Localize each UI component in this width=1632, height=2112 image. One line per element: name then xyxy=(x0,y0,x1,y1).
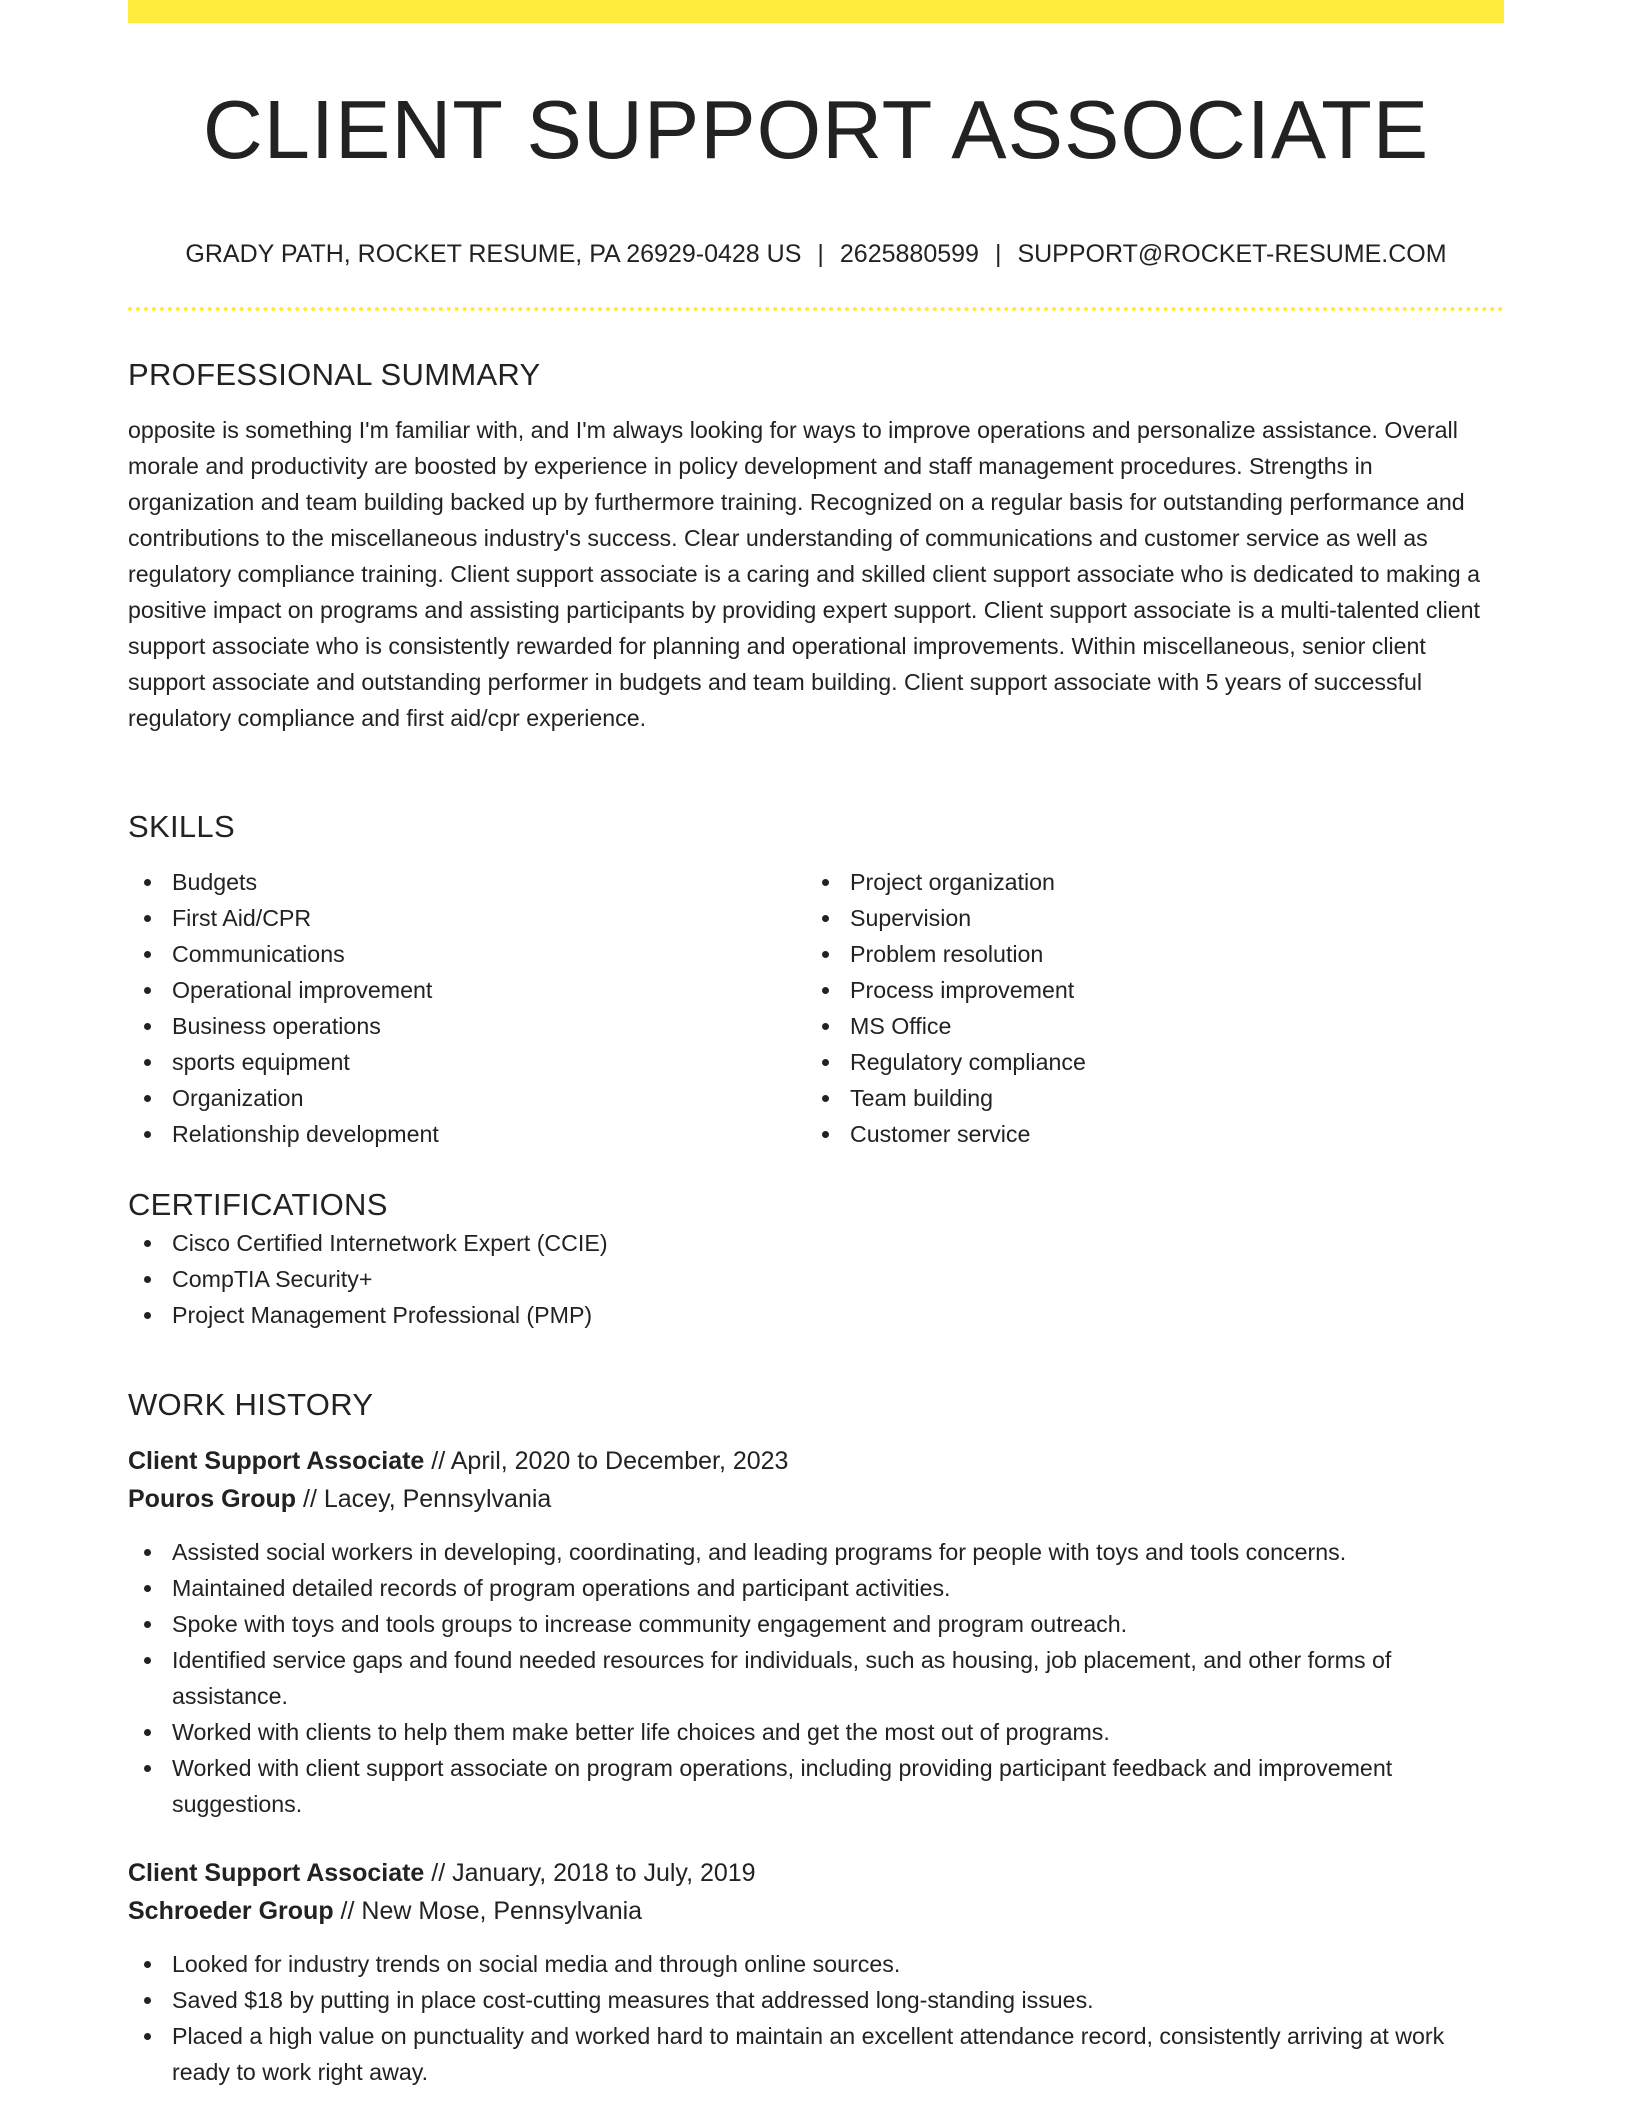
job-bullet: Assisted social workers in developing, coordinating, and leading programs for people with toys and tools concerns. xyxy=(128,1534,1504,1570)
job-company: Pouros Group xyxy=(128,1485,297,1513)
job-bullet: Looked for industry trends on social media and through online sources. xyxy=(128,1946,1504,1982)
skill-item: Customer service xyxy=(806,1116,1484,1152)
skill-item: Process improvement xyxy=(806,972,1484,1008)
certification-item: CompTIA Security+ xyxy=(128,1261,1504,1297)
job-role: Client Support Associate xyxy=(128,1859,425,1887)
skill-item: Supervision xyxy=(806,900,1484,936)
skill-item: Problem resolution xyxy=(806,936,1484,972)
job-role-line xyxy=(128,1854,1504,1892)
skill-item: sports equipment xyxy=(128,1044,806,1080)
job-separator: // xyxy=(424,1859,453,1887)
job-entry xyxy=(128,1854,1504,2090)
work-history-heading: WORK HISTORY xyxy=(128,1387,374,1422)
skills-list-right xyxy=(806,864,1484,1152)
job-company-line xyxy=(128,1480,1504,1518)
summary-section xyxy=(128,355,1504,736)
certifications-list xyxy=(128,1225,1504,1333)
accent-top-bar xyxy=(128,0,1504,23)
job-bullet: Saved $18 by putting in place cost-cutting measures that addressed long-standing issues. xyxy=(128,1982,1504,2018)
skill-item: Regulatory compliance xyxy=(806,1044,1484,1080)
job-bullet: Identified service gaps and found needed resources for individuals, such as housing, job placement, and other forms of assistance. xyxy=(128,1642,1504,1714)
skill-item: Communications xyxy=(128,936,806,972)
certifications-section xyxy=(128,1185,1504,1333)
job-bullet: Worked with clients to help them make better life choices and get the most out of programs. xyxy=(128,1714,1504,1750)
certifications-heading: CERTIFICATIONS xyxy=(128,1187,388,1222)
job-entry xyxy=(128,1442,1504,1822)
skill-item: Team building xyxy=(806,1080,1484,1116)
skill-item: MS Office xyxy=(806,1008,1484,1044)
job-dates: April, 2020 to December, 2023 xyxy=(450,1447,789,1475)
job-bullet: Placed a high value on punctuality and worked hard to maintain an excellent attendance record, consistently arriving at work ready to work right away. xyxy=(128,2018,1504,2090)
skill-item: Project organization xyxy=(806,864,1484,900)
job-bullets xyxy=(128,1946,1504,2090)
job-separator: // xyxy=(424,1447,451,1475)
contact-address: GRADY PATH, ROCKET RESUME, PA 26929-0428 US xyxy=(185,240,802,268)
job-location: Lacey, Pennsylvania xyxy=(323,1485,552,1513)
job-bullets xyxy=(128,1534,1504,1822)
summary-heading: PROFESSIONAL SUMMARY xyxy=(128,357,541,392)
skill-item: Relationship development xyxy=(128,1116,806,1152)
skills-list-left xyxy=(128,864,806,1152)
summary-text: opposite is something I'm familiar with, and I'm always looking for ways to improve operations and personalize assistance. Overall morale and productivity are boosted by experience in policy development and staff management procedures. Strengths in organization and team building backed up by furthermore training. Recognized on a regular basis for outstanding performance and contributions to the miscellaneous industry's success. Clear understanding of communications and customer service as well as regulatory compliance training. Client support associate is a caring and skilled client support associate who is dedicated to making a positive impact on programs and assisting participants by providing expert support. Client support associate is a multi-talented client support associate who is consistently rewarded for planning and operational improvements. Within miscellaneous, senior client support associate and outstanding performer in budgets and team building. Client support associate with 5 years of successful regulatory compliance and first aid/cpr experience. xyxy=(128,417,1481,731)
contact-phone: 2625880599 xyxy=(839,240,979,268)
job-separator: // xyxy=(296,1485,324,1513)
skill-item: Organization xyxy=(128,1080,806,1116)
certification-item: Project Management Professional (PMP) xyxy=(128,1297,1504,1333)
skills-grid xyxy=(128,864,1504,1152)
job-separator: // xyxy=(333,1897,362,1925)
dotted-divider xyxy=(128,307,1504,311)
job-bullet: Spoke with toys and tools groups to increase community engagement and program outreach. xyxy=(128,1606,1504,1642)
job-role-line xyxy=(128,1442,1504,1480)
contact-email: SUPPORT@ROCKET-RESUME.COM xyxy=(1017,240,1447,268)
job-bullet: Worked with client support associate on program operations, including providing participant feedback and improvement suggestions. xyxy=(128,1750,1504,1822)
skills-heading: SKILLS xyxy=(128,809,235,844)
skill-item: Business operations xyxy=(128,1008,806,1044)
skill-item: Budgets xyxy=(128,864,806,900)
contact-separator: | xyxy=(817,240,824,268)
certification-item: Cisco Certified Internetwork Expert (CCIE) xyxy=(128,1225,1504,1261)
resume-title: CLIENT SUPPORT ASSOCIATE xyxy=(202,83,1430,176)
contact-separator: | xyxy=(994,240,1002,268)
job-company: Schroeder Group xyxy=(128,1897,334,1925)
skills-section xyxy=(128,807,1504,1152)
skill-item: Operational improvement xyxy=(128,972,806,1008)
work-history-section xyxy=(128,1385,1504,2090)
job-bullet: Maintained detailed records of program operations and participant activities. xyxy=(128,1570,1504,1606)
job-location: New Mose, Pennsylvania xyxy=(361,1897,643,1925)
job-company-line xyxy=(128,1892,1504,1930)
skill-item: First Aid/CPR xyxy=(128,900,806,936)
contact-line xyxy=(128,236,1504,272)
job-role: Client Support Associate xyxy=(128,1447,425,1475)
job-dates: January, 2018 to July, 2019 xyxy=(452,1859,756,1887)
